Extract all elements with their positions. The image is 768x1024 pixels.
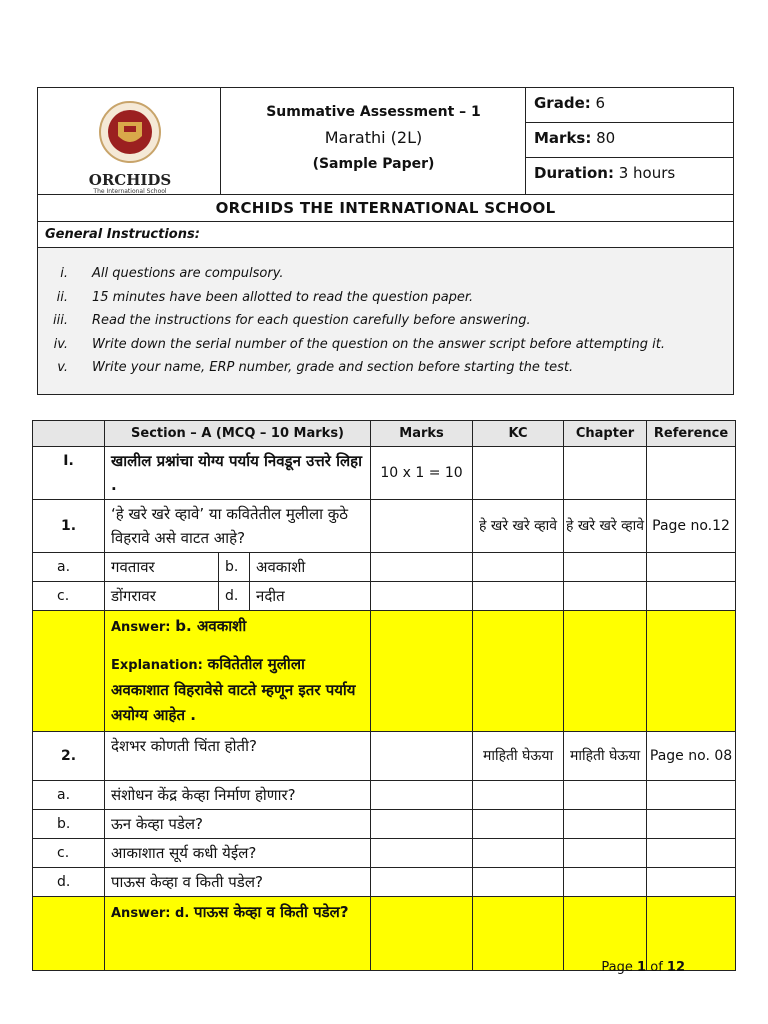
- instruction-item: [38, 356, 733, 380]
- sample-paper-label: (Sample Paper): [312, 156, 435, 172]
- instruction-text: Write down the serial number of the question on the answer script before attempting it.: [92, 337, 665, 352]
- empty-cell: [473, 810, 564, 839]
- answer-label: Answer:: [111, 620, 171, 635]
- question-chapter: हे खरे खरे व्हावे: [564, 500, 647, 553]
- question-num: 1.: [33, 500, 105, 553]
- empty-cell: [473, 611, 564, 732]
- empty-cell: [564, 553, 647, 582]
- option-text: संशोधन केंद्र केव्हा निर्माण होणार?: [105, 781, 371, 810]
- header-reference: Reference: [647, 421, 736, 447]
- explanation-value: कवितेतील मुलीला अवकाशात विहरावेसे वाटते म्हणून इतर पर्याय अयोग्य आहेत .: [111, 655, 356, 724]
- assessment-title: Summative Assessment – 1: [266, 104, 481, 120]
- option-text: डोंगरावर: [105, 582, 219, 611]
- empty-cell: [33, 897, 105, 971]
- grade-label: Grade:: [534, 94, 591, 112]
- question-kc: माहिती घेऊया: [473, 732, 564, 781]
- option-row: [33, 839, 736, 868]
- option-text: अवकाशी: [250, 553, 371, 582]
- empty-cell: [473, 447, 564, 500]
- school-name: ORCHIDS THE INTERNATIONAL SCHOOL: [38, 194, 733, 222]
- question-reference: Page no.12: [647, 500, 736, 553]
- duration-row: [526, 158, 733, 193]
- empty-cell: [564, 810, 647, 839]
- instruction-item: [38, 333, 733, 357]
- option-text: पाऊस केव्हा व किती पडेल?: [105, 868, 371, 897]
- answer-cell: [105, 897, 371, 971]
- option-label: d.: [219, 582, 250, 611]
- duration-value: 3 hours: [618, 164, 676, 182]
- question-num: 2.: [33, 732, 105, 781]
- option-row: [33, 582, 736, 611]
- empty-cell: [647, 810, 736, 839]
- empty-cell: [473, 839, 564, 868]
- empty-cell: [371, 500, 473, 553]
- table-header-row: [33, 421, 736, 447]
- question-table: [32, 420, 736, 971]
- logo-sub: The International School: [93, 188, 167, 194]
- empty-cell: [371, 868, 473, 897]
- option-label: b.: [33, 810, 105, 839]
- header-marks: Marks: [371, 421, 473, 447]
- general-instructions-label: General Instructions:: [38, 222, 733, 248]
- instruction-num: ii.: [56, 290, 68, 305]
- header-box: [37, 87, 734, 395]
- empty-cell: [564, 611, 647, 732]
- header-section: Section – A (MCQ – 10 Marks): [105, 421, 371, 447]
- option-text: ऊन केव्हा पडेल?: [105, 810, 371, 839]
- empty-cell: [371, 810, 473, 839]
- empty-cell: [564, 447, 647, 500]
- answer-cell: [105, 611, 371, 732]
- section-num: I.: [33, 447, 105, 500]
- empty-cell: [647, 447, 736, 500]
- empty-cell: [473, 897, 564, 971]
- empty-cell: [371, 781, 473, 810]
- question-row-1: [33, 500, 736, 553]
- empty-cell: [473, 582, 564, 611]
- duration-label: Duration:: [534, 164, 614, 182]
- empty-cell: [371, 732, 473, 781]
- logo-cell: [38, 88, 221, 194]
- option-row: [33, 868, 736, 897]
- section-instruction: खालील प्रश्नांचा योग्य पर्याय निवडून उत्तरे लिहा .: [105, 447, 371, 500]
- page-current: 1: [637, 960, 647, 975]
- section-marks: 10 x 1 = 10: [371, 447, 473, 500]
- instruction-num: iii.: [53, 313, 68, 328]
- empty-cell: [371, 553, 473, 582]
- question-row-2: [33, 732, 736, 781]
- empty-cell: [473, 781, 564, 810]
- instruction-item: [38, 309, 733, 333]
- option-label: b.: [219, 553, 250, 582]
- empty-cell: [647, 781, 736, 810]
- instruction-text: Write your name, ERP number, grade and section before starting the test.: [92, 360, 574, 375]
- marks-value: 80: [596, 129, 616, 147]
- of-word: of: [650, 960, 663, 975]
- empty-cell: [647, 839, 736, 868]
- empty-cell: [33, 611, 105, 732]
- question-text: ‘हे खरे खरे व्हावे’ या कवितेतील मुलीला कुठे विहरावे असे वाटत आहे?: [105, 500, 371, 553]
- header-chapter: Chapter: [564, 421, 647, 447]
- empty-cell: [371, 839, 473, 868]
- option-label: c.: [33, 582, 105, 611]
- answer-label: Answer: d.: [111, 906, 190, 921]
- empty-cell: [647, 582, 736, 611]
- empty-cell: [473, 868, 564, 897]
- instructions-list: [38, 248, 733, 394]
- instruction-num: v.: [57, 360, 68, 375]
- paper-meta: [526, 88, 733, 194]
- empty-cell: [371, 611, 473, 732]
- empty-cell: [564, 839, 647, 868]
- option-text: आकाशात सूर्य कधी येईल?: [105, 839, 371, 868]
- option-label: a.: [33, 553, 105, 582]
- explanation-label: Explanation:: [111, 658, 203, 673]
- option-label: a.: [33, 781, 105, 810]
- section-instruction-row: [33, 447, 736, 500]
- empty-cell: [371, 897, 473, 971]
- empty-cell: [564, 781, 647, 810]
- page-total: 12: [666, 960, 685, 975]
- instruction-item: [38, 262, 733, 286]
- empty-cell: [473, 553, 564, 582]
- option-row: [33, 553, 736, 582]
- option-row: [33, 810, 736, 839]
- question-kc: हे खरे खरे व्हावे: [473, 500, 564, 553]
- header-kc: KC: [473, 421, 564, 447]
- question-text: देशभर कोणती चिंता होती?: [105, 732, 371, 781]
- instruction-text: Read the instructions for each question carefully before answering.: [92, 313, 531, 328]
- empty-cell: [371, 582, 473, 611]
- answer-value: पाऊस केव्हा व किती पडेल?: [194, 903, 349, 921]
- page-number: [565, 960, 685, 975]
- instruction-num: iv.: [53, 337, 68, 352]
- instruction-text: All questions are compulsory.: [92, 266, 284, 281]
- option-label: c.: [33, 839, 105, 868]
- empty-cell: [647, 868, 736, 897]
- option-text: गवतावर: [105, 553, 219, 582]
- marks-label: Marks:: [534, 129, 592, 147]
- question-reference: Page no. 08: [647, 732, 736, 781]
- school-logo: [38, 88, 221, 194]
- option-row: [33, 781, 736, 810]
- instruction-text: 15 minutes have been allotted to read the question paper.: [92, 290, 474, 305]
- grade-row: [526, 88, 733, 123]
- grade-value: 6: [595, 94, 606, 112]
- paper-title-cell: [221, 88, 526, 194]
- option-label: d.: [33, 868, 105, 897]
- empty-cell: [564, 868, 647, 897]
- marks-row: [526, 123, 733, 158]
- instruction-item: [38, 286, 733, 310]
- page-word: Page: [601, 960, 633, 975]
- answer-row-1: [33, 611, 736, 732]
- header-num-cell: [33, 421, 105, 447]
- instruction-num: i.: [60, 266, 68, 281]
- logo-brand: ORCHIDS: [88, 171, 172, 189]
- answer-value: b. अवकाशी: [175, 617, 247, 635]
- empty-cell: [564, 582, 647, 611]
- empty-cell: [647, 611, 736, 732]
- empty-cell: [647, 553, 736, 582]
- subject-title: Marathi (2L): [324, 128, 423, 147]
- option-text: नदीत: [250, 582, 371, 611]
- question-chapter: माहिती घेऊया: [564, 732, 647, 781]
